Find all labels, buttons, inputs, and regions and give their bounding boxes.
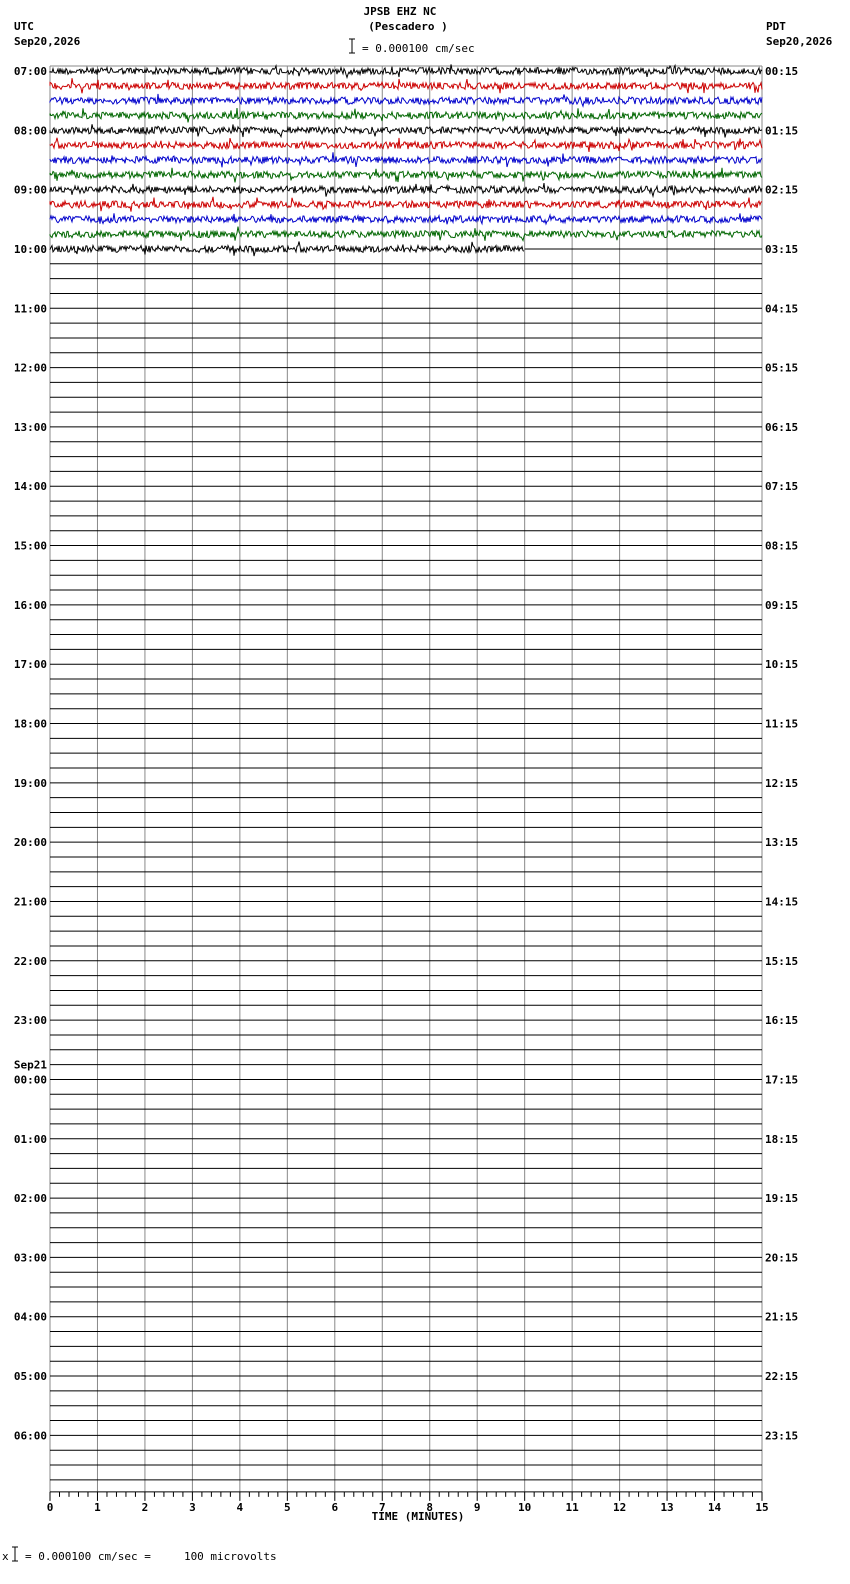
scale-bar-icon (349, 39, 355, 53)
utc-hour-label: 21:00 (13, 895, 47, 909)
trace-row (50, 197, 762, 212)
local-hour-label: 13:15 (765, 836, 799, 850)
local-hour-label: 01:15 (765, 124, 799, 138)
trace-row (50, 152, 762, 167)
trace-row (50, 183, 762, 197)
utc-hour-label: 14:00 (13, 480, 47, 494)
local-hour-label: 03:15 (765, 242, 799, 256)
x-tick-label: 2 (141, 1500, 149, 1514)
local-hour-label: 02:15 (765, 183, 799, 197)
calibration-text: = 0.000100 cm/sec = 100 microvolts (25, 1550, 277, 1563)
utc-hour-label: 04:00 (13, 1310, 47, 1324)
local-hour-label: 05:15 (765, 361, 799, 375)
calibration-bar-icon (12, 1547, 18, 1561)
local-hour-label: 00:15 (765, 65, 799, 78)
utc-hour-label: 12:00 (13, 361, 47, 375)
x-tick-label: 11 (565, 1500, 579, 1514)
trace-row (50, 124, 762, 137)
row-lines (50, 249, 762, 1480)
utc-hour-label: 13:00 (13, 420, 47, 434)
local-hour-label: 16:15 (765, 1014, 799, 1028)
trace-row (50, 94, 762, 106)
local-hour-label: 06:15 (765, 420, 799, 434)
local-hour-label: 15:15 (765, 954, 799, 968)
local-hour-label: 22:15 (765, 1370, 799, 1384)
utc-hour-label: 03:00 (13, 1251, 47, 1265)
x-tick-label: 0 (46, 1500, 54, 1514)
x-tick-label: 15 (755, 1500, 769, 1514)
utc-hour-label: 05:00 (13, 1370, 47, 1384)
date-change-label: Sep21 (13, 1058, 47, 1072)
station-location: (Pescadero ) (368, 20, 448, 33)
local-hour-label: 11:15 (765, 717, 799, 731)
utc-hour-label: 01:00 (13, 1132, 47, 1146)
local-hour-label: 12:15 (765, 776, 799, 790)
x-tick-label: 14 (707, 1500, 722, 1514)
utc-hour-label: 20:00 (13, 836, 47, 850)
local-hour-label: 17:15 (765, 1073, 799, 1087)
x-tick-label: 7 (378, 1500, 386, 1514)
local-hour-label: 18:15 (765, 1132, 799, 1146)
seismic-traces (50, 64, 762, 256)
left-timezone: UTC (14, 20, 34, 33)
x-tick-label: 10 (518, 1500, 532, 1514)
utc-hour-label: 00:00 (13, 1073, 47, 1087)
utc-hour-label: 07:00 (13, 65, 47, 78)
plot-grid (50, 66, 762, 1492)
x-tick-label: 12 (612, 1500, 627, 1514)
left-date: Sep20,2026 (14, 35, 81, 48)
utc-hour-label: 10:00 (13, 242, 47, 256)
utc-hour-label: 08:00 (13, 124, 47, 138)
local-hour-label: 21:15 (765, 1310, 799, 1324)
x-tick-label: 3 (189, 1500, 196, 1514)
local-hour-label: 07:15 (765, 480, 799, 494)
local-hour-label: 04:15 (765, 302, 799, 316)
local-hour-label: 14:15 (765, 895, 799, 909)
utc-hour-label: 22:00 (13, 954, 47, 968)
utc-hour-label: 09:00 (13, 183, 47, 197)
trace-row (50, 213, 762, 224)
local-hour-label: 09:15 (765, 598, 799, 612)
utc-hour-label: 16:00 (13, 598, 47, 612)
utc-hour-label: 15:00 (13, 539, 47, 553)
x-tick-label: 13 (660, 1500, 674, 1514)
utc-hour-label: 19:00 (13, 776, 47, 790)
footer-marker: x (2, 1550, 9, 1563)
utc-hour-labels (14, 65, 47, 1442)
trace-row (50, 78, 762, 93)
right-timezone: PDT (766, 20, 786, 33)
scale-label: = 0.000100 cm/sec (362, 42, 475, 55)
utc-hour-label: 11:00 (13, 302, 47, 316)
utc-hour-label: 23:00 (13, 1014, 47, 1028)
local-hour-label: 10:15 (765, 658, 799, 672)
x-tick-label: 4 (236, 1500, 244, 1514)
local-hour-label: 19:15 (765, 1192, 799, 1206)
x-axis-title: TIME (MINUTES) (371, 1510, 465, 1523)
station-title: JPSB EHZ NC (363, 5, 437, 18)
x-tick-label: 5 (284, 1500, 291, 1514)
utc-hour-label: 18:00 (13, 717, 47, 731)
local-hour-label: 20:15 (765, 1251, 799, 1265)
local-hour-labels (765, 65, 798, 1442)
x-tick-label: 6 (331, 1500, 339, 1514)
x-tick-label: 8 (426, 1500, 434, 1514)
utc-hour-label: 17:00 (13, 658, 47, 672)
trace-row (50, 168, 762, 183)
x-tick-label: 1 (94, 1500, 101, 1514)
x-tick-label: 9 (473, 1500, 481, 1514)
utc-hour-label: 02:00 (13, 1192, 47, 1206)
local-hour-label: 23:15 (765, 1429, 799, 1443)
utc-hour-label: 06:00 (13, 1429, 47, 1443)
trace-row (50, 138, 762, 152)
trace-row (50, 108, 762, 122)
trace-row (50, 227, 762, 241)
local-hour-label: 08:15 (765, 539, 799, 553)
right-date: Sep20,2026 (766, 35, 833, 48)
